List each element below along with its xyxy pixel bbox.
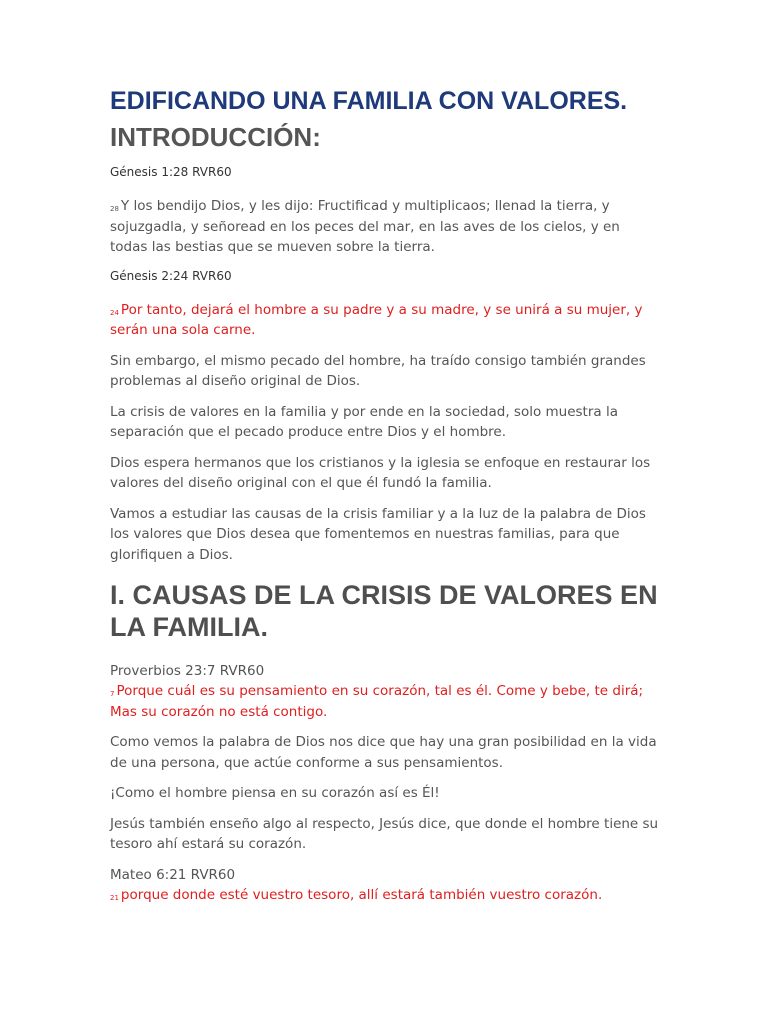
intro-heading: INTRODUCCIÓN: (110, 122, 321, 152)
verse-number: 28 (110, 205, 119, 213)
section-heading-causes: I. CAUSAS DE LA CRISIS DE VALORES EN LA FAMILIA. (110, 580, 658, 642)
verse-text: Por tanto, dejará el hombre a su padre y a su madre, y se unirá a su mujer, y serán una sola carne. (110, 301, 643, 338)
paragraph: ¡Como el hombre piensa en su corazón así es Él! (110, 785, 440, 801)
verse-text: porque donde esté vuestro tesoro, allí estará también vuestro corazón. (120, 886, 603, 903)
scripture-verse-proverbs-23-7 (110, 681, 660, 722)
scripture-verse-matthew-6-21 (110, 885, 660, 906)
paragraph: Vamos a estudiar las causas de la crisis familiar y a la luz de la palabra de Dios los valores que Dios desea que fomentemos en nuestras familias, para que glorifiquen a Dios. (110, 505, 646, 563)
paragraph: Dios espera hermanos que los cristianos y la iglesia se enfoque en restaurar los valores del diseño original con el que él fundó la familia. (110, 454, 651, 491)
verse-number: 7 (110, 690, 115, 698)
scripture-reference-proverbs-23-7: Proverbios 23:7 RVR60 (110, 663, 265, 679)
scripture-verse-genesis-1-28 (110, 196, 660, 258)
paragraph: Sin embargo, el mismo pecado del hombre, ha traído consigo también grandes problemas al diseño original de Dios. (110, 352, 646, 389)
verse-text: Porque cuál es su pensamiento en su corazón, tal es él. Come y bebe, te dirá; Mas su corazón no está contigo. (110, 683, 644, 720)
verse-number: 21 (110, 893, 119, 902)
verse-number: 24 (110, 308, 119, 317)
scripture-reference-genesis-2-24: Génesis 2:24 RVR60 (110, 268, 232, 283)
scripture-reference-matthew-6-21: Mateo 6:21 RVR60 (110, 866, 236, 883)
paragraph: Jesús también enseño algo al respecto, Jesús dice, que donde el hombre tiene su tesoro ahí estará su corazón. (110, 815, 659, 852)
verse-text: Y los bendijo Dios, y les dijo: Fructificad y multiplicaos; llenad la tierra, y sojuzgadla, y señoread en los peces del mar, en las aves de los cielos, y en todas las bestias que se mueven sobre la tierra. (110, 198, 620, 255)
paragraph: Como vemos la palabra de Dios nos dice que hay una gran posibilidad en la vida de una persona, que actúe conforme a sus pensamientos. (110, 734, 657, 771)
scripture-verse-genesis-2-24 (110, 300, 660, 341)
scripture-reference-genesis-1-28: Génesis 1:28 RVR60 (110, 165, 232, 179)
document-title: EDIFICANDO UNA FAMILIA CON VALORES. (110, 87, 628, 115)
paragraph: La crisis de valores en la familia y por ende en la sociedad, solo muestra la separación que el pecado produce entre Dios y el hombre. (110, 403, 618, 440)
